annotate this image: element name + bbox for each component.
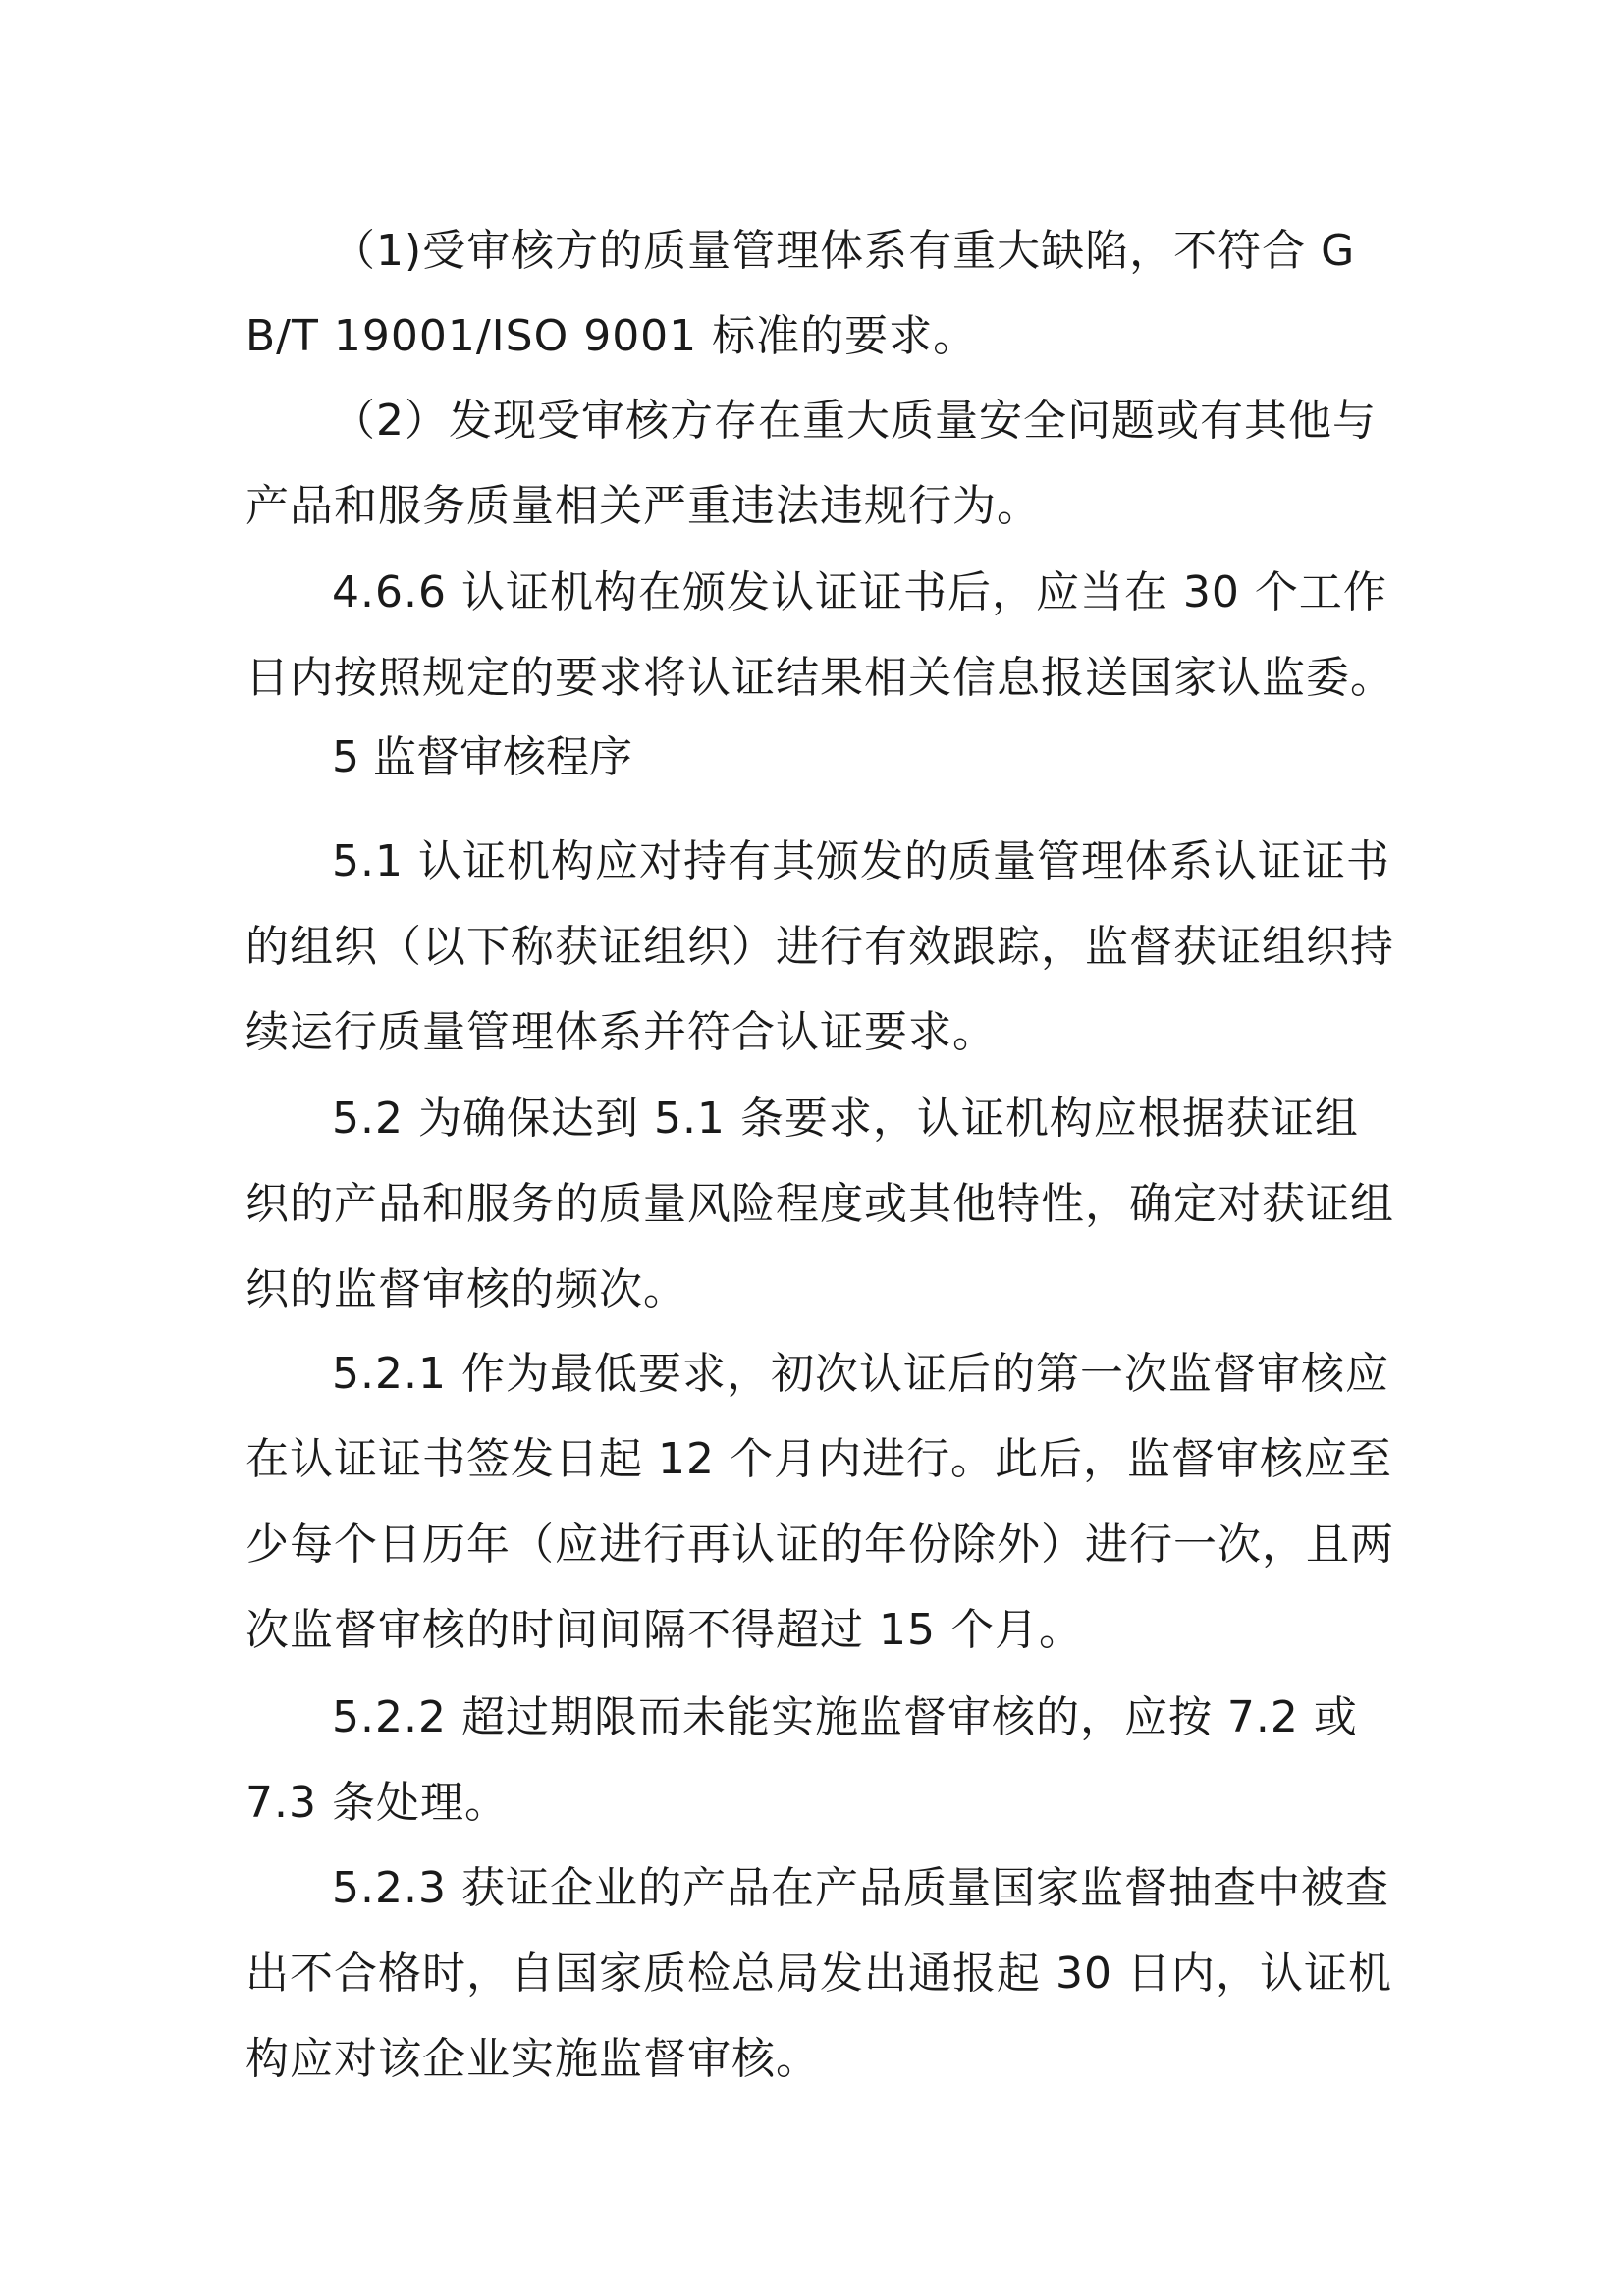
paragraph-safety-violation: （2）发现受审核方存在重大质量安全问题或有其他与产品和服务质量相关严重违法违规行为。	[245, 396, 1377, 531]
paragraph-5-2-3: 5.2.3 获证企业的产品在产品质量国家监督抽查中被查出不合格时，自国家质检总局发出通报起 30 日内，认证机构应对该企业实施监督审核。	[245, 1863, 1392, 2084]
paragraph-4-6-6: 4.6.6 认证机构在颁发认证证书后，应当在 30 个工作日内按照规定的要求将认证结果相关信息报送国家认监委。	[245, 567, 1394, 703]
paragraph-5-1: 5.1 认证机构应对持有其颁发的质量管理体系认证证书的组织（以下称获证组织）进行有效跟踪，监督获证组织持续运行质量管理体系并符合认证要求。	[245, 836, 1394, 1057]
paragraph-5-2: 5.2 为确保达到 5.1 条要求，认证机构应根据获证组织的产品和服务的质量风险程度或其他特性，确定对获证组织的监督审核的频次。	[245, 1094, 1394, 1314]
section-heading-5: 5 监督审核程序	[332, 732, 632, 782]
paragraph-5-2-2: 5.2.2 超过期限而未能实施监督审核的，应按 7.2 或 7.3 条处理。	[245, 1692, 1358, 1828]
paragraph-5-2-1: 5.2.1 作为最低要求，初次认证后的第一次监督审核应在认证证书签发日起 12 个月内进行。此后，监督审核应至少每个日历年（应进行再认证的年份除外）进行一次，且两次监督审核的时间间隔不得超过 15 个月。	[245, 1349, 1394, 1655]
paragraph-major-defect: （1)受审核方的质量管理体系有重大缺陷，不符合 GB/T 19001/ISO 9001 标准的要求。	[245, 226, 1356, 361]
